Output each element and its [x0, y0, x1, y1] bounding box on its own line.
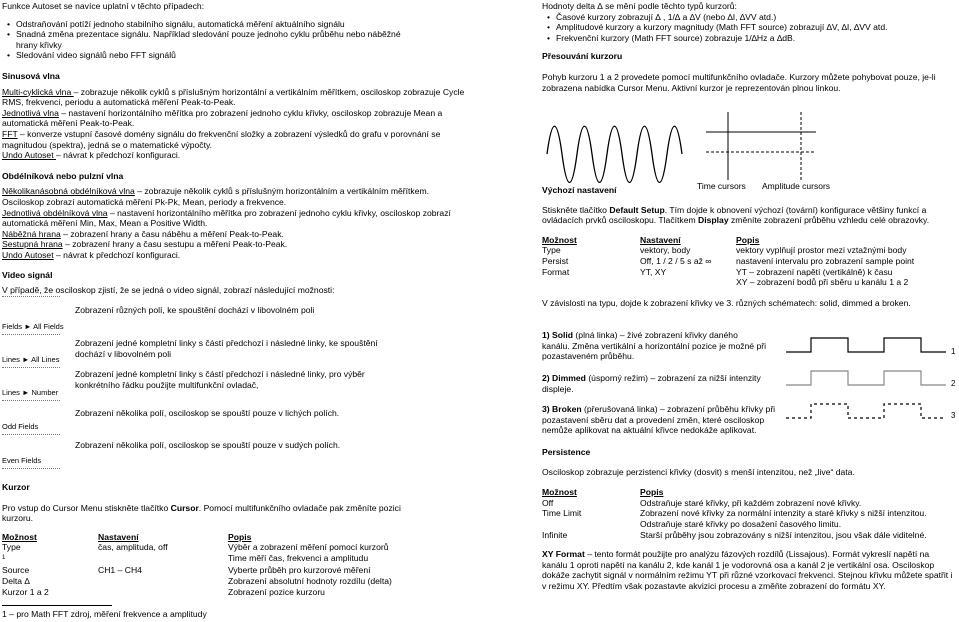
fields-all-fields-button[interactable]: [2, 322, 64, 335]
delta-intro: Hodnoty delta ∆ se mění podle těchto typů kurzorů:: [542, 1, 737, 11]
style-solid: 1) Solid (plná linka) – živé zobrazení křivky daného kanálu. Změna vertikální a horizontální pozice je možné při pozastaveném průběhu.: [542, 330, 767, 362]
broken-waveform: [786, 404, 946, 418]
table-header: Možnost Popis: [542, 487, 664, 498]
table-row: Infinite Starší průběhy jsou zobrazovány s nižší intenzitou, jsou však dále viditelné.: [542, 529, 927, 540]
lines-all-lines-button[interactable]: [2, 355, 60, 368]
button-label: Fields ► All Fields: [2, 322, 64, 331]
term: Undo Autoset: [2, 150, 56, 161]
table-header: Možnost Nastavení Popis: [2, 531, 252, 542]
list-item: • Frekvenční kurzory (Math FFT source) zobrazuje 1/∆Hz a ∆dB.: [542, 33, 956, 44]
move-cursor-text: Pohyb kurzoru 1 a 2 provedete pomocí multifunkčního ovladače. Kurzory můžete pohybovat pouze, je-li zobrazena nabídka Cursor Menu. Aktivní kurzor je reprezentován plnou linkou.: [542, 71, 936, 93]
video-intro: V případě, že osciloskop zjistí, že se jedná o video signál, zobrazí následující možnosti:: [2, 285, 335, 296]
table-row: Delta ∆ Zobrazení absolutní hodnoty rozdílu (delta): [2, 576, 392, 587]
sine-section: [2, 87, 472, 161]
cursor-table: [2, 532, 472, 597]
term: FFT: [2, 128, 18, 139]
table-row: Type $^1$ čas, amplituda, off Výběr a zobrazení měření pomocí kurzorů Time měří čas, frekvenci a amplitudu: [2, 542, 389, 563]
style-num-1: 1: [951, 347, 956, 356]
sine-multi-cycle: Multi-cyklická vlna – zobrazuje několik cyklů s příslušným horizontální a vertikálním měřítkem, osciloskop zobrazuje Cycle RMS, frekvenci, periodu a automatická měření Peak-to-Peak.: [2, 86, 465, 108]
term: Multi-cyklická vlna: [2, 86, 74, 97]
dimmed-waveform: [786, 371, 946, 385]
sine-heading: Sinusová vlna: [2, 70, 60, 81]
button-label: Lines ► All Lines: [2, 355, 60, 364]
video-button-partial: [2, 296, 60, 303]
default-section: [542, 185, 956, 308]
list-item: • Časové kurzory zobrazují ∆ , 1/∆ a ∆V (nebo ∆I, ∆VV atd.): [542, 12, 956, 23]
button-label: Lines ► Number: [2, 388, 59, 397]
table-row: Off Odstraňuje staré křivky, při každém zobrazení nové křivky.: [542, 497, 862, 508]
square-single: Jednotlivá obdélníková vlna – nastavení horizontálního měřítka pro zobrazení jednoho cyklu křivky, osciloskop zobrazí automatická měření Min, Max, Mean a Positive Width.: [2, 207, 451, 229]
cursor-section: [2, 482, 472, 620]
default-text: Stiskněte tlačítko Default Setup. Tím dojde k obnovení výchozí (tovární) konfigurace většiny funkcí a ovládacích prvků osciloskopu. Tlačítkem Display změníte zobrazení průběhu vzhledu celé obrazovky.: [542, 204, 930, 226]
lines-number-button[interactable]: [2, 388, 60, 401]
table-header: Možnost Nastavení Popis: [542, 234, 760, 245]
style-num-3: 3: [951, 411, 956, 420]
sine-fft: FFT – konverze vstupní časové domény signálu do frekvenční složky a zobrazení výsledků do grafu v porovnání se magnitudou (spektra), jedná se o matematické výpočty.: [2, 128, 441, 150]
display-style-figure: [786, 330, 951, 440]
style-broken: 3) Broken (přerušovaná linka) – zobrazení průběhu křivky při pozastavení sběru dat a provedení změn, které osciloskop nemůže aplikovat na aktuální křivce nedokáže aplikovat.: [542, 404, 776, 436]
persistence-section: [542, 447, 956, 592]
sine-single-cycle: Jednotlivá vlna – nastavení horizontálního měřítka pro zobrazení jednoho cyklu křivky, osciloskop zobrazuje Mean a automatická měření Peak-to-Peak.: [2, 107, 443, 129]
intro-text: Funkce Autoset se navíce uplatní v těchto případech:: [2, 1, 205, 11]
video-option-desc: Zobrazení několika polí, osciloskop se spouští pouze v sudých polích.: [75, 440, 341, 450]
square-section: [2, 186, 472, 260]
square-rising: Náběžná hrana – zobrazení hrany a času náběhu a měření Peak-to-Peak.: [2, 228, 284, 239]
term: Několikanásobná obdélníková vlna: [2, 186, 135, 197]
table-row: Type vektory, body vektory vyplňují prostor mezi vztažnými body: [542, 245, 907, 256]
delta-bullet-list: [542, 12, 956, 44]
intro-bullet-list: [2, 19, 472, 61]
sine-wave: [547, 126, 682, 182]
table-row: Persist Off, 1 / 2 / 5 s až ∞ nastavení intervalu pro zobrazení sample point: [542, 255, 915, 266]
default-heading: Výchozí nastavení: [542, 185, 617, 195]
list-item: • Sledování video signálů nebo FFT signálů: [2, 50, 472, 61]
even-fields-button[interactable]: [2, 456, 60, 469]
xy-format-text: XY Format – tento formát použijte pro analýzu fázových rozdílů (Lissajous). Formát vykreslí napětí na kanálu 1 oproti napětí na kanálu 2, kde kanál 1 je vodorovná osa a kanál 2 je vertikální osa. Osciloskop dokáže zachytit signál v normálním režimu YT při různé vzorkovací frekvenci. Stejnou křivku můžete spatřit i v režimu XY. Předtím však pozastavte akvizici procesu a změňte zobrazení do formátu XY.: [542, 549, 953, 591]
button-label: Odd Fields: [2, 422, 39, 431]
term: Jednotlivá obdélníková vlna: [2, 207, 108, 218]
term: Sestupná hrana: [2, 239, 63, 250]
right-column: [542, 0, 956, 93]
styles-intro: V závislosti na typu, dojde k zobrazení křivky ve 3. různých schématech: solid, dimmed a broken.: [542, 297, 911, 308]
term: Náběžná hrana: [2, 228, 61, 239]
odd-fields-button[interactable]: [2, 422, 60, 435]
style-dimmed: 2) Dimmed (úsporný režim) – zobrazení za nižší intenzity displeje.: [542, 373, 761, 394]
term: Undo Autoset: [2, 249, 54, 260]
persistence-text: Osciloskop zobrazuje perzistenci křivky (dosvit) s menší intenzitou, než „live“ data.: [542, 466, 855, 477]
solid-waveform: [786, 338, 946, 352]
table-row: Source CH1 – CH4 Vyberte průběh pro kurzorové měření: [2, 565, 371, 576]
square-multi: Několikanásobná obdélníková vlna – zobrazuje několik cyklů s příslušným horizontálním a vertikálním měřítkem. Osciloskop zobrazí automatická měření Pk-Pk, Mean, periody a frekvence.: [2, 186, 430, 207]
left-column: [2, 0, 472, 296]
list-item: • Amplitudové kurzory a kurzory magnitudy (Math FFT source) zobrazují ∆V, ∆I, ∆VV atd.: [542, 22, 956, 33]
square-heading: Obdélníková nebo pulzní vlna: [2, 170, 124, 181]
table-row: Kurzor 1 a 2 Zobrazení pozice kurzoru: [2, 586, 325, 597]
table-row: XY – zobrazení bodů při sběru u kanálu 1 a 2: [736, 277, 909, 288]
footnote-rule: [2, 605, 112, 606]
square-falling: Sestupná hrana – zobrazení hrany a času sestupu a měření Peak-to-Peak.: [2, 239, 288, 250]
video-heading: Video signál: [2, 270, 53, 281]
video-option-desc: Zobrazení různých polí, ke spouštění dochází v libovolném poli: [75, 305, 315, 315]
term: Jednotlivá vlna: [2, 107, 59, 118]
list-item: • Snadná změna prezentace signálu. Například sledování pouze jednoho cyklu průběhu nebo náběžné hrany křivky: [2, 29, 416, 50]
video-option-desc: Zobrazení jedné kompletní linky s částí předchozí i následné linky, ke spouštění dochází v libovolném poli: [75, 338, 378, 359]
amplitude-cursors-label: Amplitude cursors: [762, 181, 831, 191]
sine-undo: Undo Autoset – návrat k předchozí konfiguraci.: [2, 150, 181, 161]
footnote: 1 – pro Math FFT zdroj, měření frekvence a amplitudy: [2, 609, 207, 620]
table-row: Time Limit Zobrazení nové křivky za normální intenzity a staré křivky s nižší intenzitou. Odstraňuje staré křivky po dosažení časového limitu.: [542, 508, 927, 529]
move-cursor-heading: Přesouvání kurzoru: [542, 51, 623, 62]
cursor-heading: Kurzor: [2, 482, 30, 492]
style-num-2: 2: [951, 379, 956, 388]
square-undo: Undo Autoset – návrat k předchozí konfiguraci.: [2, 249, 181, 260]
time-cursors-label: Time cursors: [697, 181, 746, 191]
video-option-desc: Zobrazení několika polí, osciloskop se spouští pouze v lichých polích.: [75, 408, 340, 418]
persistence-table: [542, 487, 956, 540]
video-option-desc: Zobrazení jedné kompletní linky s částí předchozí i následné linky, pro výběr konkrétního řádku použijte multifunkční ovladač,: [75, 369, 365, 390]
list-item: • Odstraňování potíží jednoho stabilního signálu, automatická měření aktuálního signálu: [2, 19, 472, 30]
table-row: Format YT, XY YT – zobrazení napětí (vertikálně) k času: [542, 266, 893, 277]
cursor-lines-figure: [706, 112, 846, 182]
display-table: [542, 235, 956, 288]
persistence-heading: Persistence: [542, 447, 591, 457]
button-label: Even Fields: [2, 456, 42, 465]
cursor-intro: Pro vstup do Cursor Menu stiskněte tlačítko Cursor. Pomocí multifunkčního ovladače pak změníte pozici kurzoru.: [2, 502, 401, 524]
